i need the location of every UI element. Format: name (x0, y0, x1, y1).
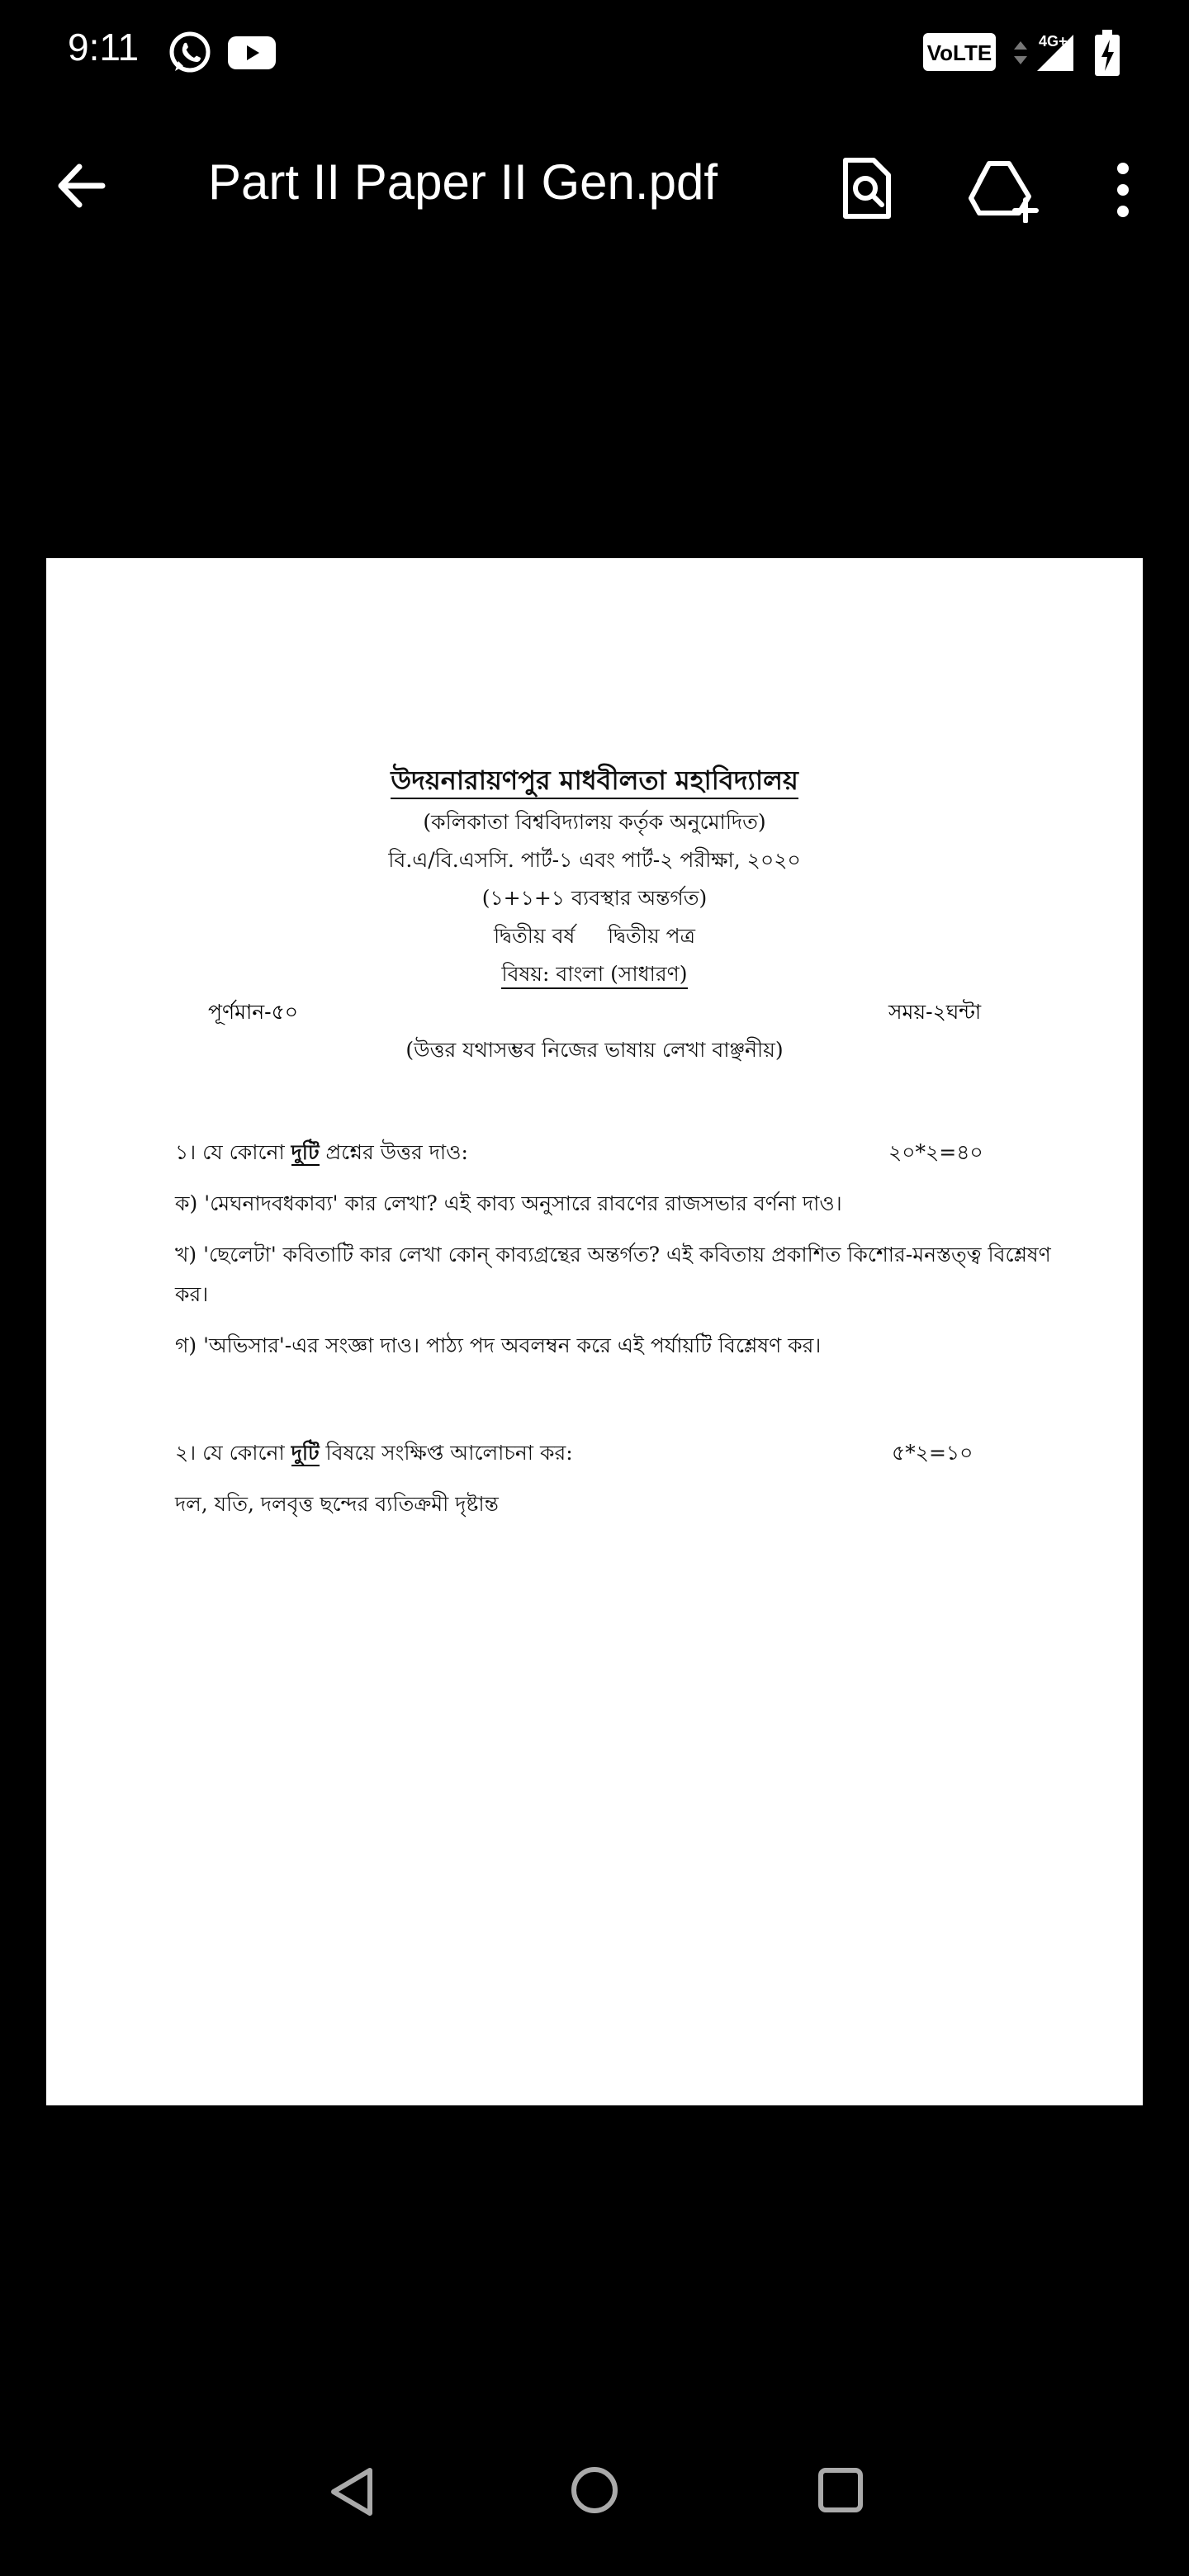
paper-label: দ্বিতীয় পত্র (608, 924, 695, 948)
nav-back-icon[interactable] (327, 2465, 377, 2518)
college-name: উদয়নারায়ণপুর মাধবীলতা মহাবিদ্যালয় (46, 760, 1143, 804)
question-1b-line-2: কর। (175, 1282, 209, 1306)
question-2-body: দল, যতি, দলবৃত্ত ছন্দের ব্যতিক্রমী দৃষ্টান্ত (175, 1492, 499, 1516)
question-2-marks: ৫*২=১০ (892, 1441, 973, 1465)
data-arrows-icon (1011, 38, 1030, 68)
app-bar (0, 124, 1189, 248)
whatsapp-icon (167, 30, 213, 76)
exam-line: বি.এ/বি.এসসি. পার্ট-১ এবং পার্ট-২ পরীক্ষা, ২০২০ (388, 848, 801, 872)
question-1b-line-1: খ) 'ছেলেটা' কবিতাটি কার লেখা কোন্ কাব্যগ্রন্থের অন্তর্গত? এই কবিতায় প্রকাশিত কিশোর-মনস্তত্ত্ব বিশ্লেষণ (175, 1243, 1051, 1267)
full-marks: পূর্ণমান-৫০ (208, 1000, 299, 1024)
volte-label: VoLTE (926, 40, 992, 65)
network-type: 4G+ (1039, 33, 1068, 50)
question-2-heading: ২। যে কোনো দুটি বিষয়ে সংক্ষিপ্ত আলোচনা কর: (175, 1441, 573, 1465)
year-paper-line (46, 920, 1143, 955)
signal-icon (1034, 30, 1075, 73)
youtube-icon (228, 36, 276, 69)
question-1-heading: ১। যে কোনো দুটি প্রশ্নের উত্তর দাও: (175, 1140, 468, 1164)
back-arrow-icon[interactable] (51, 155, 112, 216)
battery-charging-icon (1093, 30, 1121, 78)
question-1-emphasis: দুটি (291, 1140, 320, 1164)
more-vert-icon[interactable] (1106, 157, 1139, 223)
navigation-bar (0, 2444, 1189, 2551)
time-limit: সময়-২ঘন্টা (888, 1000, 982, 1024)
document-title: Part II Paper II Gen.pdf (208, 154, 718, 210)
find-in-document-icon[interactable] (834, 155, 900, 221)
instruction-line: (উত্তর যথাসম্ভব নিজের ভাষায় লেখা বাঞ্ছনীয়) (405, 1038, 784, 1062)
question-1a: ক) 'মেঘনাদবধকাব্য' কার লেখা? এই কাব্য অনুসারে রাবণের রাজসভার বর্ণনা দাও। (175, 1191, 842, 1215)
status-time: 9:11 (68, 26, 140, 69)
pdf-page[interactable] (46, 558, 1143, 2105)
system-line: (১+১+১ ব্যবস্থার অন্তর্গত) (481, 886, 708, 910)
question-1c: গ) 'অভিসার'-এর সংজ্ঞা দাও। পাঠ্য পদ অবলম্বন করে এই পর্যায়টি বিশ্লেষণ কর। (175, 1333, 822, 1357)
subject-line: বিষয়: বাংলা (সাধারণ) (46, 958, 1143, 993)
nav-recents-icon[interactable] (817, 2467, 864, 2513)
affiliation-line: (কলিকাতা বিশ্ববিদ্যালয় কর্তৃক অনুমোদিত) (423, 810, 766, 834)
volte-icon (923, 33, 996, 71)
question-2-emphasis: দুটি (291, 1441, 320, 1465)
nav-home-icon[interactable] (570, 2465, 619, 2515)
question-1-marks: ২০*২=৪০ (888, 1140, 983, 1164)
year-label: দ্বিতীয় বর্ষ (494, 924, 576, 948)
status-bar (0, 0, 1189, 107)
add-to-drive-icon[interactable] (968, 157, 1042, 223)
